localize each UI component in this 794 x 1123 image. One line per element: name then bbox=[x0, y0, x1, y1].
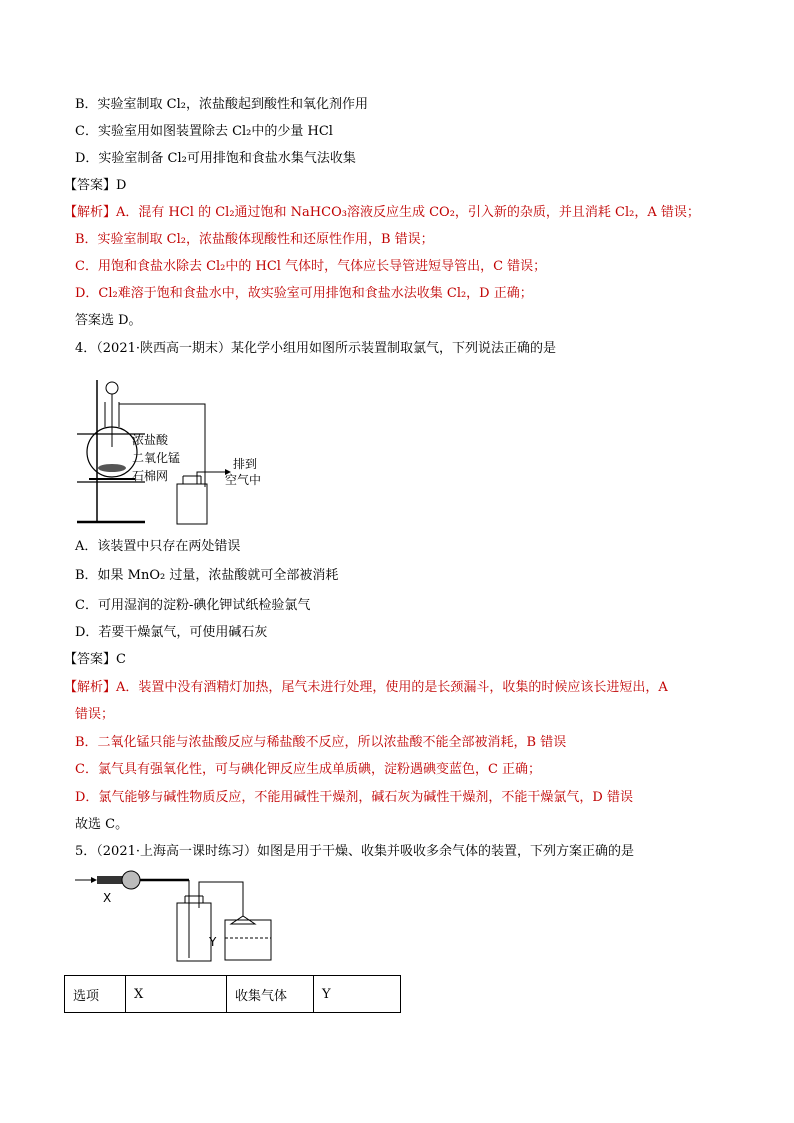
q3-analysis-a: 【解析】A．混有 HCl 的 Cl₂通过饱和 NaHCO₃溶液反应生成 CO₂，引入新的杂质，并且消耗 Cl₂，A 错误； bbox=[64, 205, 700, 220]
q3-option-c: C．实验室用如图装置除去 Cl₂中的少量 HCl bbox=[75, 124, 333, 139]
q4-apparatus-figure bbox=[75, 372, 275, 528]
q3-answer: 【答案】D bbox=[64, 178, 127, 193]
q4-option-c: C．可用湿润的淀粉-碘化钾试纸检验氯气 bbox=[75, 598, 311, 613]
q3-analysis-d: D．Cl₂难溶于饱和食盐水中，故实验室可用排饱和食盐水法收集 Cl₂，D 正确； bbox=[75, 286, 533, 301]
q4-analysis-a-line1: 【解析】A．装置中没有酒精灯加热，尾气未进行处理，使用的是长颈漏斗，收集的时候应该长进短出，A bbox=[64, 680, 668, 695]
q4-analysis-c: C．氯气具有强氧化性，可与碘化钾反应生成单质碘，淀粉遇碘变蓝色，C 正确； bbox=[75, 762, 542, 777]
q3-analysis-b: B．实验室制取 Cl₂，浓盐酸体现酸性和还原性作用，B 错误； bbox=[75, 232, 434, 247]
q4-analysis-d: D．氯气能够与碱性物质反应，不能用碱性干燥剂，碱石灰为碱性干燥剂，不能干燥氯气，D 错误 bbox=[75, 790, 633, 805]
table-header-cell: 收集气体 bbox=[227, 976, 314, 1013]
q3-option-d: D．实验室制备 Cl₂可用排饱和食盐水集气法收集 bbox=[75, 151, 356, 166]
table-header-cell: 选项 bbox=[65, 976, 126, 1013]
q5-apparatus-figure bbox=[75, 868, 275, 968]
q4-stem: 4．（2021·陕西高一期末）某化学小组用如图所示装置制取氯气，下列说法正确的是 bbox=[75, 341, 556, 356]
q3-option-b: B．实验室制取 Cl₂，浓盐酸起到酸性和氧化剂作用 bbox=[75, 97, 369, 112]
fig-label-mno2: 二氧化锰 bbox=[132, 451, 181, 465]
fig-label-asbestos: 石棉网 bbox=[132, 469, 169, 483]
q3-analysis-c: C．用饱和食盐水除去 Cl₂中的 HCl 气体时，气体应长导管进短导管出，C 错误； bbox=[75, 259, 547, 274]
q5-options-table bbox=[64, 975, 401, 1013]
table-header-cell: X bbox=[126, 976, 227, 1013]
q3-final: 答案选 D。 bbox=[75, 313, 142, 328]
fig-label-exhaust-1: 排到 bbox=[233, 457, 258, 471]
table-row bbox=[65, 976, 401, 1013]
fig-label-hcl: 浓盐酸 bbox=[132, 433, 169, 447]
fig-label-exhaust-2: 空气中 bbox=[225, 473, 262, 487]
table-header-cell: Y bbox=[314, 976, 401, 1013]
q5-stem: 5．（2021·上海高一课时练习）如图是用于干燥、收集并吸收多余气体的装置，下列方案正确的是 bbox=[75, 844, 634, 859]
q4-analysis-b: B．二氧化锰只能与浓盐酸反应与稀盐酸不反应，所以浓盐酸不能全部被消耗，B 错误 bbox=[75, 735, 567, 750]
q4-analysis-a-line2: 错误； bbox=[75, 707, 115, 722]
fig-label-x: X bbox=[103, 891, 112, 905]
q4-option-b: B．如果 MnO₂ 过量，浓盐酸就可全部被消耗 bbox=[75, 568, 339, 583]
q4-option-d: D．若要干燥氯气，可使用碱石灰 bbox=[75, 625, 268, 640]
q4-final: 故选 C。 bbox=[75, 817, 129, 832]
q4-option-a: A．该装置中只存在两处错误 bbox=[75, 539, 241, 554]
q4-answer: 【答案】C bbox=[64, 652, 126, 667]
fig-label-y: Y bbox=[209, 935, 217, 949]
